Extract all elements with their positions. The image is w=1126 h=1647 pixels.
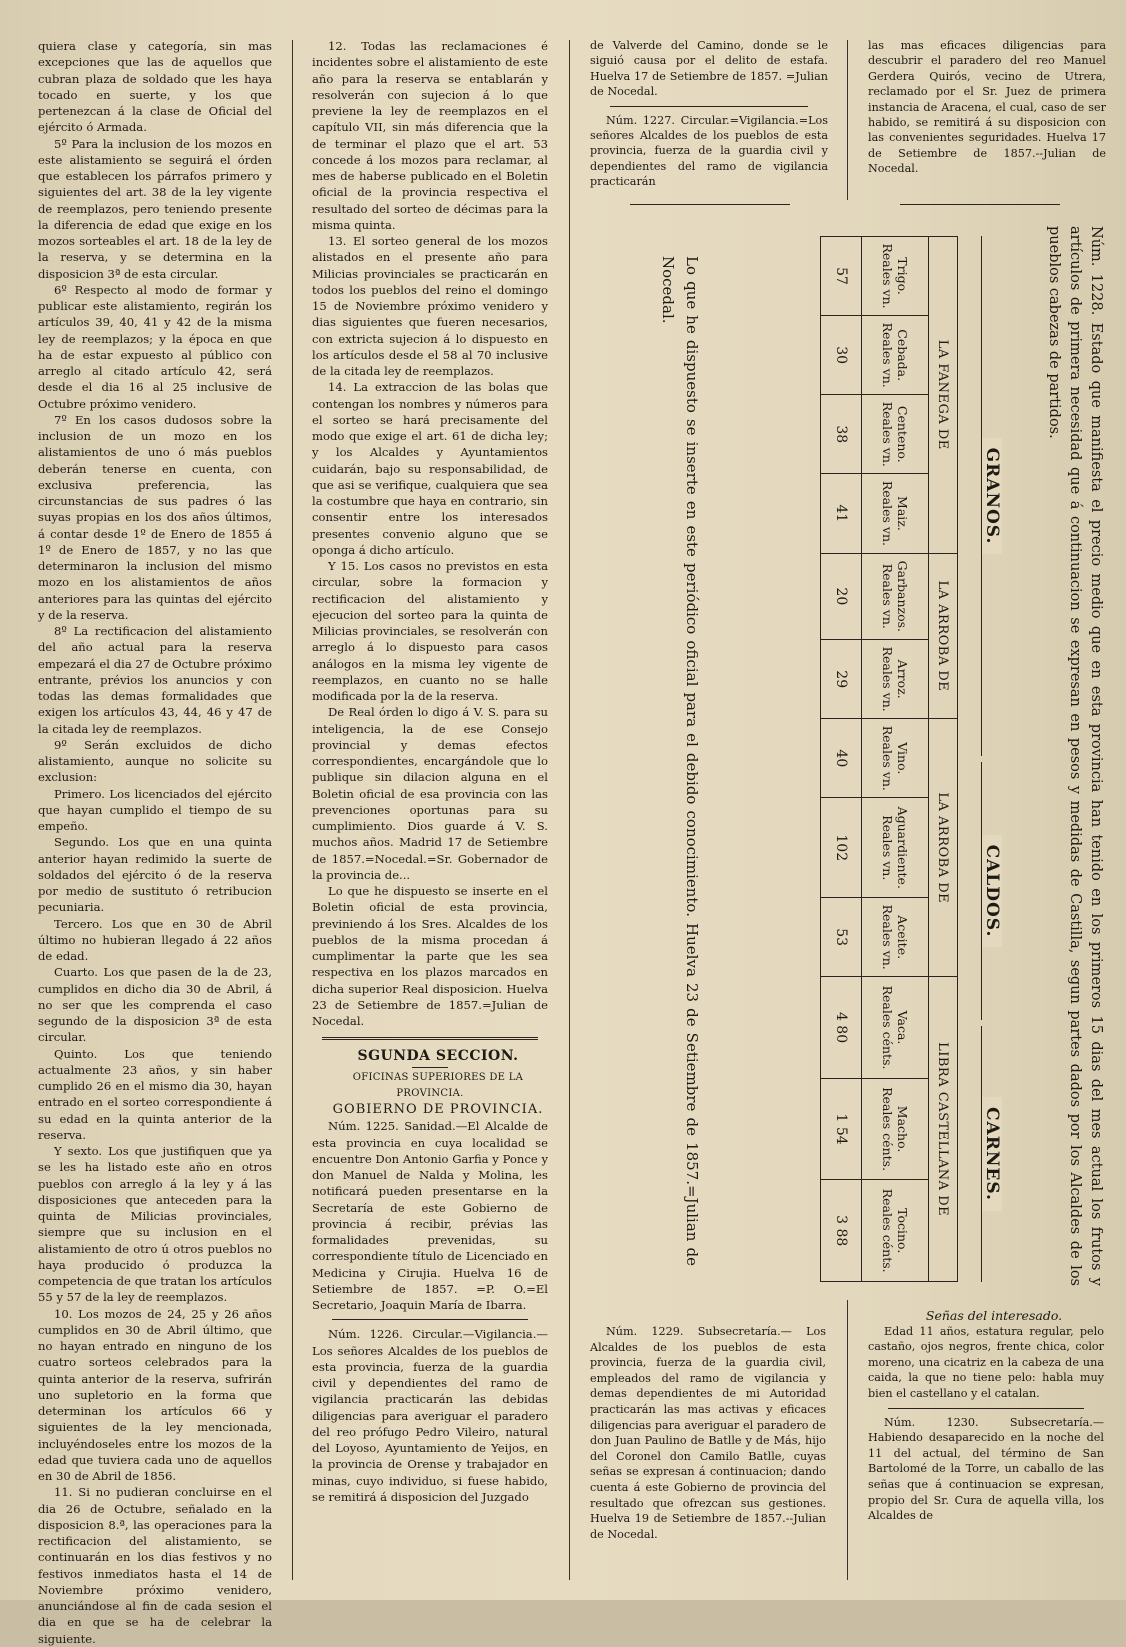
paragraph: Segundo. Los que en una quinta anterior hayan redimido la suerte de soldados del ejército ó de la reserva por medio de sustituto ó retribucion pecuniaria. <box>38 835 272 915</box>
table-cell: 20 <box>821 553 862 640</box>
table-cell: 30 <box>821 316 862 395</box>
item-header: Cebada. Reales vn. <box>862 316 929 395</box>
column-rule <box>847 1300 848 1580</box>
column-rule <box>292 40 293 1580</box>
divider <box>332 1319 528 1320</box>
column-3-top <box>590 38 828 190</box>
paragraph: 5º Para la inclusion de los mozos en este alistamiento se seguirá el órden que establecen los párrafos primero y siguientes del art. 38 de la ley vigente de reemplazos, pero teniendo presente la diferencia de edad que exige en los mozos sorteables el art. 18 de la ley de la reserva, y se determina en la disposicion 3ª de esta circular. <box>38 136 272 281</box>
item-header: Vaca. Reales cénts. <box>862 977 929 1079</box>
paragraph: 14. La extraccion de las bolas que contengan los nombres y números para el sorteo se hará precisamente del modo que exige el art. 61 de dicha ley; y los Alcaldes y Ayuntamientos cuidarán, bajo su responsabilidad, de que asi se verifique, cualquiera que sea la costumbre que haya en contrario, sin consentir entre los interesados presentes convenio alguno que se oponga á dicho artículo. <box>312 380 548 557</box>
paragraph: Cuarto. Los que pasen de la de 23, cumplidos en dicho dia 30 de Abril, á no ser que les comprenda el caso segundo de la disposicion 3ª de esta circular. <box>38 965 272 1045</box>
unit-header: LA FANEGA DE <box>929 237 958 554</box>
paragraph: quiera clase y categoría, sin mas excepciones que las de aquellos que cubran plaza de soldado que les haya tocado en suerte, y los que pertenezcan á la clase de Oficial del ejército ó Armada. <box>38 39 272 135</box>
item-row <box>862 237 929 1282</box>
column-3-bottom <box>590 1324 826 1542</box>
item-header: Garbanzos. Reales vn. <box>862 553 929 640</box>
table-cell: 4 80 <box>821 977 862 1079</box>
item-header: Aceite. Reales vn. <box>862 898 929 977</box>
paragraph: 7º En los casos dudosos sobre la inclusion de un mozo en los alistamientos de uno ó más pueblos deberán tenerse en cuenta, con exclusiva preferencia, las circunstancias de sus padres ó las suyas propias en los dos años últimos, á contar desde 1º de Enero de 1855 á 1º de Enero de 1857, y no las que determinaron la inclusion del mismo mozo en los alistamientos de años anteriores para las quintas del ejército y de la reserva. <box>38 412 272 622</box>
paragraph: 13. El sorteo general de los mozos alistados en el presente año para Milicias provinciales se practicarán en todos los pueblos del reino el domingo 15 de Noviembre próximo venidero y dias siguientes que fueren necesarios, con extricta sujecion á lo dispuesto en los artículos desde el 58 al 70 inclusive de la citada ley de reemplazos. <box>312 234 548 378</box>
offices-heading: OFICINAS SUPERIORES DE LA PROVINCIA. <box>352 1071 524 1099</box>
column-rule <box>847 40 848 200</box>
paragraph: Núm. 1229. Subsecretaría.— Los Alcaldes de los pueblos de esta provincia, fuerza de la guardia civil, empleados del ramo de vigilancia y demas dependientes de mi Autoridad practicarán las mas activas y eficaces diligencias para averiguar el paradero de don Juan Paulino de Batlle y de Más, hijo del Coronel don Camilo Batlle, cuyas señas se expresan á continuacion; dando cuenta á este Gobierno de provincia del resultado que ofrezcan sus gestiones. Huelva 19 de Setiembre de 1857.--Julian de Nocedal. <box>590 1325 826 1541</box>
table-cell: 57 <box>821 237 862 316</box>
paragraph: Núm. 1226. Circular.—Vigilancia.—Los señores Alcaldes de los pueblos de esta provincia, fuerza de la guardia civil y dependientes del ramo de vigilancia practicarán las debidas diligencias para averiguar el paradero del reo prófugo Pedro Vileiro, natural del Loyoso, Ayuntamiento de Yeijos, en la provincia de Orense y trabajador en minas, cuyo individuo, si fuese habido, se remitirá á disposicion del Juzgado <box>312 1327 548 1504</box>
paragraph: 6º Respecto al modo de formar y publicar este alistamiento, regirán los artículos 39, 40, 41 y 42 de la misma ley de reemplazos; y la época en que ha de estar expuesto al público con arreglo al citado artículo 42, será desde el dia 16 al 25 inclusive de Octubre próximo venidero. <box>38 282 272 411</box>
item-header: Aguardiente. Reales vn. <box>862 798 929 898</box>
paragraph: Primero. Los licenciados del ejército que hayan cumplido el tiempo de su empeño. <box>38 786 272 833</box>
paragraph: Tercero. Los que en 30 de Abril último no hubieran llegado á 22 años de edad. <box>38 916 272 963</box>
paragraph: Lo que he dispuesto se inserte en el Boletin oficial de esta provincia, previniendo á los Sres. Alcaldes de los pueblos de la misma procedan á cumplimentar la parte que les sea respectiva en los plazos marcados en dicha superior Real disposicion. Huelva 23 de Setiembre de 1857.=Julian de Nocedal. <box>312 884 548 1028</box>
paragraph: Núm. 1230. Subsecretaría.— Habiendo desaparecido en la noche del 11 del actual, del término de San Bartolomé de la Torre, un caballo de las señas que á continuacion se expresan, propio del Sr. Cura de aquella villa, los Alcaldes de <box>868 1415 1104 1523</box>
table-footer: Lo que he dispuesto se inserte en este periódico oficial para el debido conocimiento. Huelva 23 de Setiembre de 1857.=Julian de Nocedal. <box>659 256 701 1266</box>
table-cell: 40 <box>821 719 862 798</box>
paragraph: 9º Serán excluidos de dicho alistamiento, aunque no solicite su exclusion: <box>38 737 272 785</box>
paragraph: Núm. 1227. Circular.=Vigilancia.=Los señores Alcaldes de los pueblos de esta provincia, fuerza de la guardia civil y dependientes del ramo de vigilancia practicarán <box>590 113 828 189</box>
item-header: Arroz. Reales vn. <box>862 640 929 719</box>
paragraph: 11. Si no pudieran concluirse en el dia 26 de Octubre, señalado en la disposicion 8.ª, las operaciones para la rectificacion del alistamiento, se continuarán en los dias festivos y no festivos inmediatos hasta el 14 de Noviembre próximo venidero, anunciándose al fin de cada sesion el dia en que se ha de celebrar la siguiente. <box>38 1485 272 1646</box>
unit-header: LA ARROBA DE <box>929 553 958 719</box>
group-granos: GRANOS. <box>962 236 1002 756</box>
table-cell: 3 88 <box>821 1180 862 1282</box>
paragraph: de Valverde del Camino, donde se le siguió causa por el delito de estafa. Huelva 17 de Setiembre de 1857. =Julian de Nocedal. <box>590 39 828 99</box>
signs-title: Señas del interesado. <box>925 1308 1063 1323</box>
table-cell: 38 <box>821 395 862 474</box>
paragraph: 12. Todas las reclamaciones é incidentes sobre el alistamiento de este año para la reserva se entablarán y resolverán con sujecion á lo que previene la ley de reemplazos en el capítulo VII, sin más diferencia que la de terminar el plazo que el art. 53 concede á los mozos para reclamar, al mes de haberse publicado en el Boletin oficial de la provincia respectiva el resultado del sorteo de décimas para la misma quinta. <box>312 39 548 232</box>
paragraph: las mas eficaces diligencias para descubrir el paradero del reo Manuel Gerdera Quirós, vecino de Utrera, reclamado por el Sr. Juez de primera instancia de Aracena, el cual, caso de ser habido, se remitirá á su disposicion con las convenientes seguridades. Huelva 17 de Setiembre de 1857.--Julian de Nocedal. <box>868 39 1106 176</box>
item-header: Macho. Reales cénts. <box>862 1078 929 1180</box>
paragraph: Núm. 1225. Sanidad.—El Alcalde de esta provincia en cuya localidad se encuentre Don Antonio Garfia y Ponce y don Manuel de Nalda y Molina, les notificará pueden presentarse en la Secretaría de este Gobierno de provincia á recibir, prévias las formalidades prevenidas, su correspondiente título de Licenciado en Medicina y Cirujia. Huelva 16 de Setiembre de 1857. =P. O.=El Secretario, Joaquin María de Ibarra. <box>312 1119 548 1312</box>
table-cell: 102 <box>821 798 862 898</box>
price-table-block <box>616 218 1106 1294</box>
section-title: SGUNDA SECCION. <box>357 1048 519 1065</box>
paragraph: 10. Los mozos de 24, 25 y 26 años cumplidos en 30 de Abril último, que no hayan entrado en ninguno de los cuatro sorteos celebrados para la quinta anterior de la reserva, sufrirán uno supletorio en la forma que determinan los artículos 66 y siguientes de la ley mencionada, incluyéndoseles entre los mozos de la edad que tuviera cada uno de aquellos en 30 de Abril de 1856. <box>38 1306 272 1483</box>
item-header: Tocino. Reales cénts. <box>862 1180 929 1282</box>
column-4-top <box>868 38 1106 177</box>
group-carnes: CARNES. <box>962 1026 1002 1282</box>
divider <box>630 204 790 205</box>
column-2 <box>312 38 548 1505</box>
item-header: Maiz. Reales vn. <box>862 474 929 553</box>
table-cell: 1 54 <box>821 1078 862 1180</box>
group-caldos: CALDOS. <box>962 762 1002 1020</box>
paragraph: Y 15. Los casos no previstos en esta circular, sobre la formacion y rectificacion del alistamiento y ejecucion del sorteo para la quinta de Milicias provinciales, se resolverán con arreglo á lo dispuesto para casos análogos en la misma ley vigente de reemplazos, en cuanto no se halle modificada por la de la reserva. <box>312 559 548 703</box>
paragraph: Y sexto. Los que justifiquen que ya se les ha listado este año en otros pueblos con arreglo á la ley y á las disposiciones que anteceden para la quinta de Milicias provinciales, siempre que su inclusion en el alistamiento de otro ú otros pueblos no haya producido ó produzca la competencia de que tratan los artículos 55 y 57 de la ley de reemplazos. <box>38 1144 272 1305</box>
unit-header: LIBRA CASTELLANA DE <box>929 977 958 1282</box>
column-1 <box>38 38 272 1647</box>
table-cell: 41 <box>821 474 862 553</box>
divider <box>888 1408 1084 1409</box>
gobierno-heading: GOBIERNO DE PROVINCIA. <box>332 1102 544 1117</box>
divider <box>610 106 808 107</box>
paragraph: 8º La rectificacion del alistamiento del año actual para la reserva empezará el dia 27 de Octubre próximo entrante, prévios los anuncios y con todas las demas formalidades que exigen los artículos 43, 44, 46 y 47 de la citada ley de reemplazos. <box>38 624 272 736</box>
table-caption: Núm. 1228. Estado que manifiesta el precio medio que en esta provincia han tenido en los primeros 15 dias del mes actual los frutos y artículos de primera necesidad que á continuacion se expresan en pesos y medidas de Castilla, segun partes dados por los Alcaldes de los pueblos cabezas de partidos. <box>1046 226 1104 1286</box>
item-header: Trigo. Reales vn. <box>862 237 929 316</box>
paragraph: De Real órden lo digo á V. S. para su inteligencia, la de ese Consejo provincial y demas efectos correspondientes, encargándole que lo publique sin dilacion alguna en el Boletin oficial de esa provincia con las prevenciones oportunas para su cumplimiento. Dios guarde á V. S. muchos años. Madrid 17 de Setiembre de 1857.=Nocedal.=Sr. Gobernador de la provincia de... <box>312 705 548 882</box>
table-cell: 53 <box>821 898 862 977</box>
divider <box>412 1067 448 1068</box>
divider <box>900 204 1060 205</box>
value-row <box>821 237 862 1282</box>
price-table <box>820 236 958 1282</box>
unit-row <box>929 237 958 1282</box>
item-header: Vino. Reales vn. <box>862 719 929 798</box>
column-rule <box>569 40 570 1580</box>
paragraph: Quinto. Los que teniendo actualmente 23 años, y sin haber cumplido 26 en el mismo dia 30, hayan entrado en el sorteo correspondiente á su edad en la quinta anterior de la reserva. <box>38 1046 272 1142</box>
paragraph: Edad 11 años, estatura regular, pelo castaño, ojos negros, frente chica, color moreno, una cicatriz en la cabeza de una caida, la que no tiene pelo: habla muy bien el castellano y el catalan. <box>868 1324 1104 1400</box>
unit-header: LA ARROBA DE <box>929 719 958 977</box>
column-4-bottom <box>868 1308 1104 1524</box>
table-cell: 29 <box>821 640 862 719</box>
item-header: Centeno. Reales vn. <box>862 395 929 474</box>
divider <box>322 1037 538 1040</box>
